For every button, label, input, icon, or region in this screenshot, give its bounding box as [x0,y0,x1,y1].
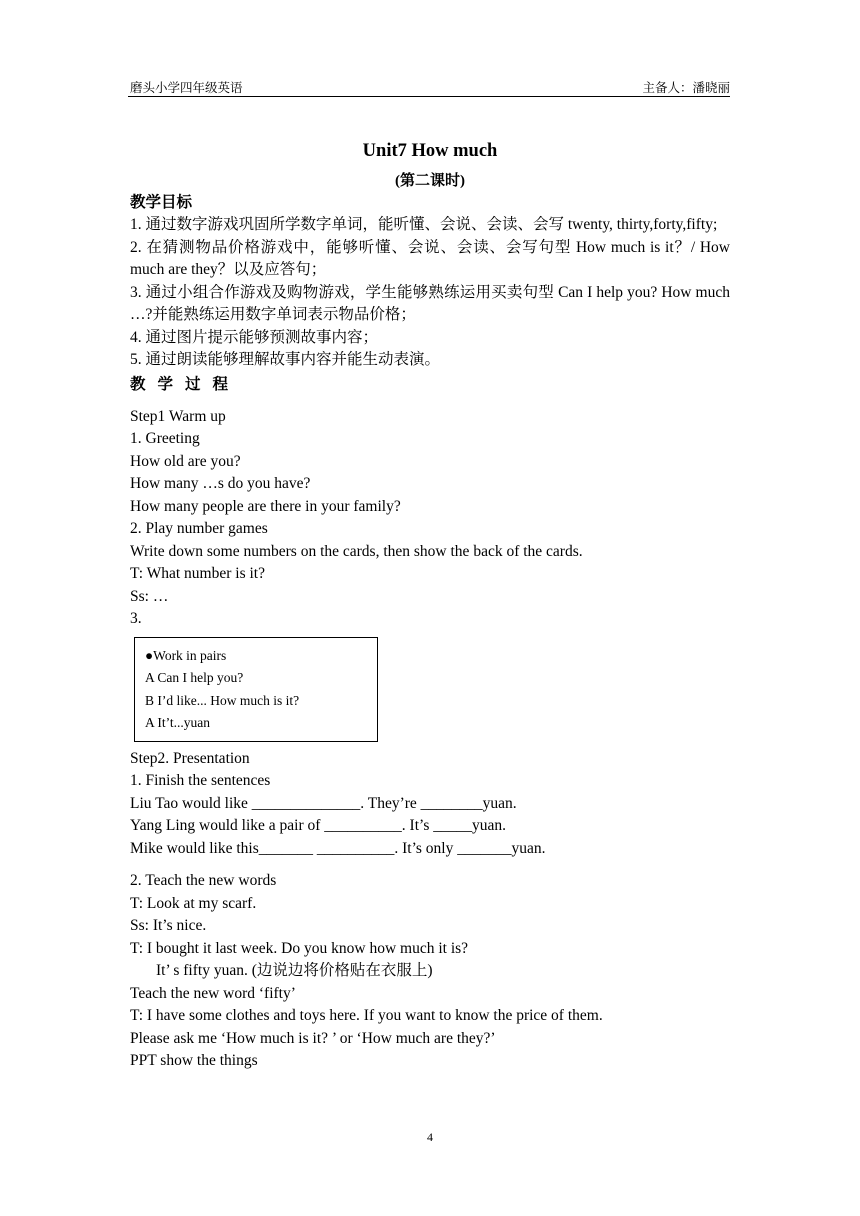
objective-item: 5. 通过朗读能够理解故事内容并能生动表演。 [130,351,441,368]
step1-line: How many people are there in your family? [130,497,401,515]
document-title: Unit7 How much [362,141,498,161]
header-right-text: 主备人：潘晓丽 [642,81,730,95]
step2-line: Please ask me ‘How much is it? ’ or ‘How much are they?’ [130,1029,496,1047]
step2-line: Mike would like this_______ __________. It’s only _______yuan. [130,839,546,857]
step2-heading: Step2. Presentation [130,749,250,767]
objective-item: 4. 通过图片提示能够预测故事内容； [130,328,379,346]
step2-line: It’ s fifty yuan. (边说边将价格贴在衣服上) [156,962,433,979]
step2-line: Liu Tao would like ______________. They’re ________yuan. [130,794,517,812]
step1-line: T: What number is it? [130,565,265,582]
step1-line: How old are you? [130,452,241,470]
step2-line: 1. Finish the sentences [130,772,271,789]
step1-line: 3. [130,610,142,627]
process-heading: 教学过程 [130,375,241,393]
box-line: ●Work in pairs [145,647,227,663]
step1-line: Write down some numbers on the cards, then show the back of the cards. [130,542,583,560]
step1-line: 1. Greeting [130,430,200,447]
objectives-heading: 教学目标 [130,194,193,211]
box-line: B I’d like... How much is it? [145,692,300,708]
header-divider [128,96,730,97]
page-number: 4 [427,1130,433,1144]
box-line: A It’t...yuan [145,715,210,730]
step2-line: PPT show the things [130,1052,258,1069]
step2-line: Ss: It’s nice. [130,917,207,934]
step2-line: T: Look at my scarf. [130,894,257,912]
step1-heading: Step1 Warm up [130,407,226,425]
objective-item: 3. 通过小组合作游戏及购物游戏，学生能够熟练运用买卖句型 Can I help you? How much …?并能熟练运用数字单词表示物品价格； [130,283,730,323]
header-left-text: 磨头小学四年级英语 [130,81,243,95]
document-subtitle: (第二课时) [395,173,465,189]
pair-work-box [134,637,378,742]
step1-line: How many …s do you have? [130,475,311,492]
box-line: A Can I help you? [145,670,244,685]
objective-item: 1. 通过数字游戏巩固所学数字单词，能听懂、会说、会读、会写 twenty, thirty,forty,fifty; [130,216,718,233]
step2-line: Teach the new word ‘fifty’ [130,984,296,1002]
document-body [130,138,730,1073]
step2-line: T: I have some clothes and toys here. If you want to know the price of them. [130,1007,603,1024]
step2-line: Yang Ling would like a pair of __________. It’s _____yuan. [130,817,506,834]
step1-line: Ss: … [130,587,169,605]
objective-item: 2. 在猜测物品价格游戏中，能够听懂、会说、会读、会写句型 How much is it？/ How much are they？以及应答句； [130,238,730,278]
step2-line: T: I bought it last week. Do you know how much it is? [130,939,469,957]
step2-line: 2. Teach the new words [130,872,277,889]
step1-line: 2. Play number games [130,520,268,537]
